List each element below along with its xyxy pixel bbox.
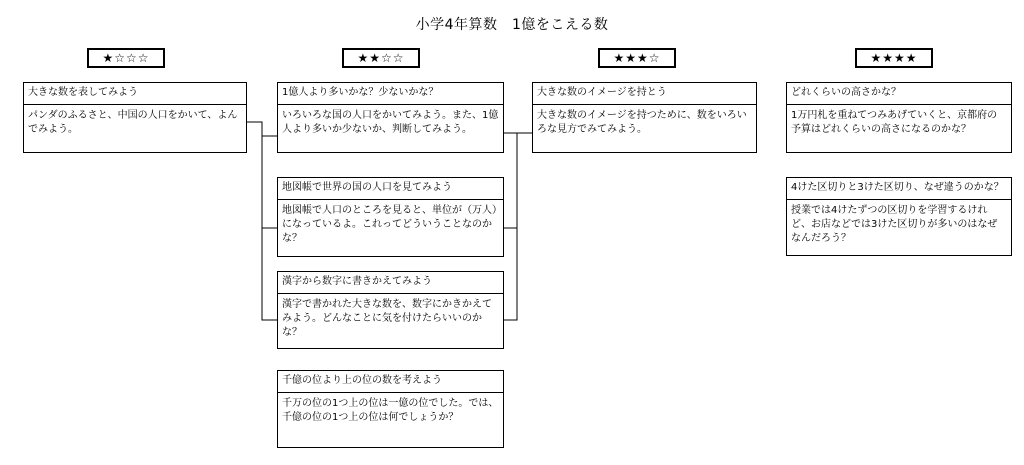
card-body: 地図帳で人口のところを見ると、単位が（万人）になっているよ。これってどういうことなのかな？ — [282, 205, 497, 244]
card-atlas-population — [277, 177, 504, 257]
card-heading: 漢字から数字に書きかえてみよう — [278, 272, 503, 294]
card-number-image — [532, 82, 757, 153]
card-heading: どれくらいの高さかな？ — [787, 83, 1011, 105]
card-above-hundred-billion — [277, 370, 504, 448]
connector-c1-to-c2 — [246, 122, 277, 320]
card-body: 漢字で書かれた大きな数を、数字にかきかえてみよう。どんなことに気を付けたらいいのかな？ — [282, 299, 492, 338]
card-heading: 千億の位より上の位の数を考えよう — [278, 371, 503, 393]
card-body: 1万円札を重ねてつみあげていくと、京都府の予算はどれくらいの高さになるのかな？ — [791, 110, 998, 135]
level-4-stars: ★★★★ — [855, 48, 933, 68]
card-kanji-to-digits — [277, 271, 504, 349]
card-body: 大きな数のイメージを持つために、数をいろいろな見方でみてみよう。 — [537, 110, 747, 135]
card-heading: 大きな数のイメージを持とう — [533, 83, 756, 105]
connector-c2-to-c3 — [504, 133, 517, 320]
card-body: いろいろな国の人口をかいてみよう。また、1億人より多いか少ないか、判断してみよう。 — [282, 110, 499, 135]
card-body: 授業では4けたずつの区切りを学習するけれど、お店などでは3けた区切りが多いのはなぜなんだろう？ — [791, 205, 998, 244]
card-heading: 4けた区切りと3けた区切り、なぜ違うのかな？ — [787, 178, 1011, 200]
card-heading: 地図帳で世界の国の人口を見てみよう — [278, 178, 503, 200]
level-1-stars: ★☆☆☆ — [87, 48, 165, 68]
page-title: 小学4年算数 1億をこえる数 — [415, 17, 609, 33]
card-more-or-less — [277, 82, 504, 153]
card-big-number — [23, 82, 247, 153]
level-2-stars: ★★☆☆ — [342, 48, 420, 68]
card-heading: 1億人より多いかな？少ないかな？ — [278, 83, 503, 105]
level-3-stars: ★★★☆ — [598, 48, 676, 68]
card-body: パンダのふるさと、中国の人口をかいて、よんでみよう。 — [28, 110, 238, 135]
card-heading: 大きな数を表してみよう — [24, 83, 246, 105]
card-digit-grouping — [786, 177, 1012, 256]
card-how-tall — [786, 82, 1012, 153]
card-body: 千万の位の1つ上の位は一億の位でした。では、千億の位の1つ上の位は何でしょうか？ — [282, 398, 499, 423]
